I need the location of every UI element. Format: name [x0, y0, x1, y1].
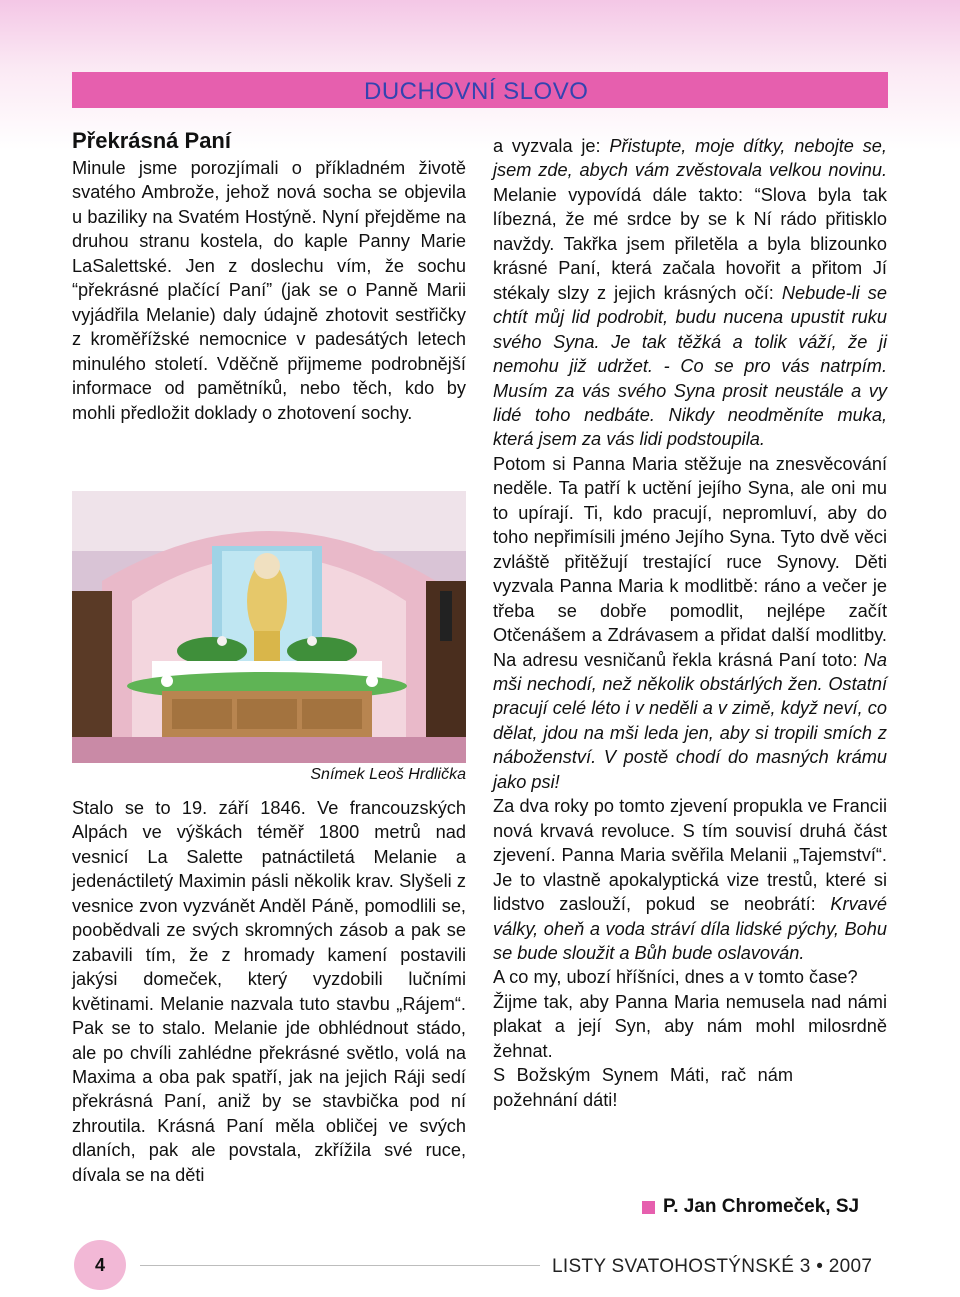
author-signature	[642, 1196, 859, 1218]
author-name: P. Jan Chromeček, SJ	[663, 1196, 860, 1217]
page-number-text: 4	[94, 1254, 105, 1275]
section-title: DUCHOVNÍ SLOVO	[364, 78, 589, 105]
article-title: Překrásná Paní	[72, 128, 231, 153]
intro-paragraph: Minule jsme porozjímali o příkladném životě svatého Ambrože, jehož nová socha se objevila u baziliky na Svatém Hostýně. Nyní přejděme na druhou stranu kostela, do kaple Panny Marie LaSalettské. Jen z doslechu vím, že sochu “překrásné plačící Paní” (jak se o Panně Marii vyjádřila Melanie) daly údajně zhotovit sestřičky z kroměřížské nemocnice v padesátých letech minulého století. Vděčně přijmeme podrobnější informace od pamětníků, nebo těch, kdo by mohli předložit doklady o zhotovení sochy.	[72, 158, 466, 423]
chapel-altar-illustration	[72, 491, 466, 763]
quote-run: Krvavé války, oheň a voda stráví díla lidské pýchy, Bohu se bude sloužit a Bůh bude oslavován.	[493, 894, 887, 963]
chapel-photo	[72, 491, 466, 763]
story-paragraph: Stalo se to 19. září 1846. Ve francouzských Alpách ve výškách téměř 1800 metrů nad vesnicí La Salette patnáctiletá Melanie a jedenáctiletý Maximin pásli několik krav. Slyšeli z vesnice zvon vyzvánět Anděl Páně, pomodlili se, poobědvali ze svých skromných zásob a pak se zabavili tím, že z hromady kamení postavili jakýsi domeček, který vyzdobili lučními květinami. Melanie nazvala tuto stavbu „Rájem“. Pak se to stalo. Melanie jde obhlédnout stádo, ale po chvíli zahlédne překrásné světlo, volá na Maxima a oba pak spatří, jak na jejich Ráji sedí překrásná Paní, aniž by se stavbička pod ní zhroutila. Krásná Paní měla obličej ve svých dlaních, pak ale povstala, zkřížila své ruce, dívala se na děti	[72, 798, 466, 1185]
publication-footer: LISTY SVATOHOSTÝNSKÉ 3 • 2007	[552, 1256, 873, 1277]
right-paragraph-1	[493, 134, 887, 452]
footer-divider	[140, 1265, 540, 1266]
right-paragraph-3	[493, 794, 887, 965]
article-right-column	[493, 134, 887, 1112]
quote-run: Nebude-li se chtít můj lid podrobit, budu nucena upustit ruku svého Syna. Je tak těžká a tolik váží, že ji nemohu již udržet. - Co se pro vás natrpím. Musím za vás svého Syna prosit neustále a vy lidé toho nedbáte. Nikdy neodměníte muka, která jsem za vás lidi podstoupila.	[493, 282, 887, 450]
photo-caption: Snímek Leoš Hrdlička	[310, 766, 466, 783]
right-paragraph-6: S Božským Synem Máti, rač nám požehnání dáti!	[493, 1065, 793, 1110]
text-run: Melanie vypovídá dále takto: “Slova byla tak líbezná, že mé srdce by se k Ní rádo přitisklo navždy. Takřka jsem přiletěla a byla blizounko krásné Paní, která začala hovořit a přitom Jí stékaly slzy z jejich krásných očí:	[493, 184, 887, 303]
right-paragraph-5: Žijme tak, aby Panna Maria nemusela nad námi plakat a její Syn, aby nám mohl milosrdně žehnat.	[493, 991, 887, 1061]
article-left-bottom	[72, 796, 466, 1187]
right-paragraph-2	[493, 452, 887, 794]
pink-square-icon	[642, 1201, 655, 1214]
text-run: Za dva roky po tomto zjevení propukla ve Francii nová krvavá revoluce. S tím souvisí druhá část zjevení. Panna Maria svěřila Melanii „Tajemství“. Je to vlastně apokalyptická vize trestů, které si lidstvo zaslouží, pokud se neobrátí:	[493, 796, 887, 915]
article-intro	[72, 156, 466, 425]
text-run: a vyzvala je:	[493, 136, 610, 156]
text-run: Potom si Panna Maria stěžuje na znesvěcování neděle. Ta patří k uctění jejího Syna, ale oni mu to upírají. Ti, kdo pracují, nepromluví, aby do toho nepřimísili jméno Jejího Syna. Tyto dvě věci zvláště přitěžují trestající ruce Synovy. Děti vyzvala Panna Maria k modlitbě: ráno a večer je třeba se dobře pomodlit, nejlépe začít Otčenášem a Zdrávasem a přidat další modlitby. Na adresu vesničanů řekla krásná Paní toto:	[493, 453, 887, 670]
right-paragraph-4: A co my, ubozí hříšníci, dnes a v tomto čase?	[493, 967, 858, 988]
quote-run: Na mši nechodí, než několik obstárlých žen. Ostatní pracují celé léto i v neděli a v zimě, když neví, co dělat, jdou na mši leda jen, aby si tropili smích z náboženství. V postě chodí do masných krámu jako psi!	[493, 649, 887, 792]
page-number	[74, 1240, 126, 1290]
quote-run: Přistupte, moje dítky, nebojte se, jsem zde, abych vám zvěstovala velkou novinu.	[493, 136, 887, 181]
